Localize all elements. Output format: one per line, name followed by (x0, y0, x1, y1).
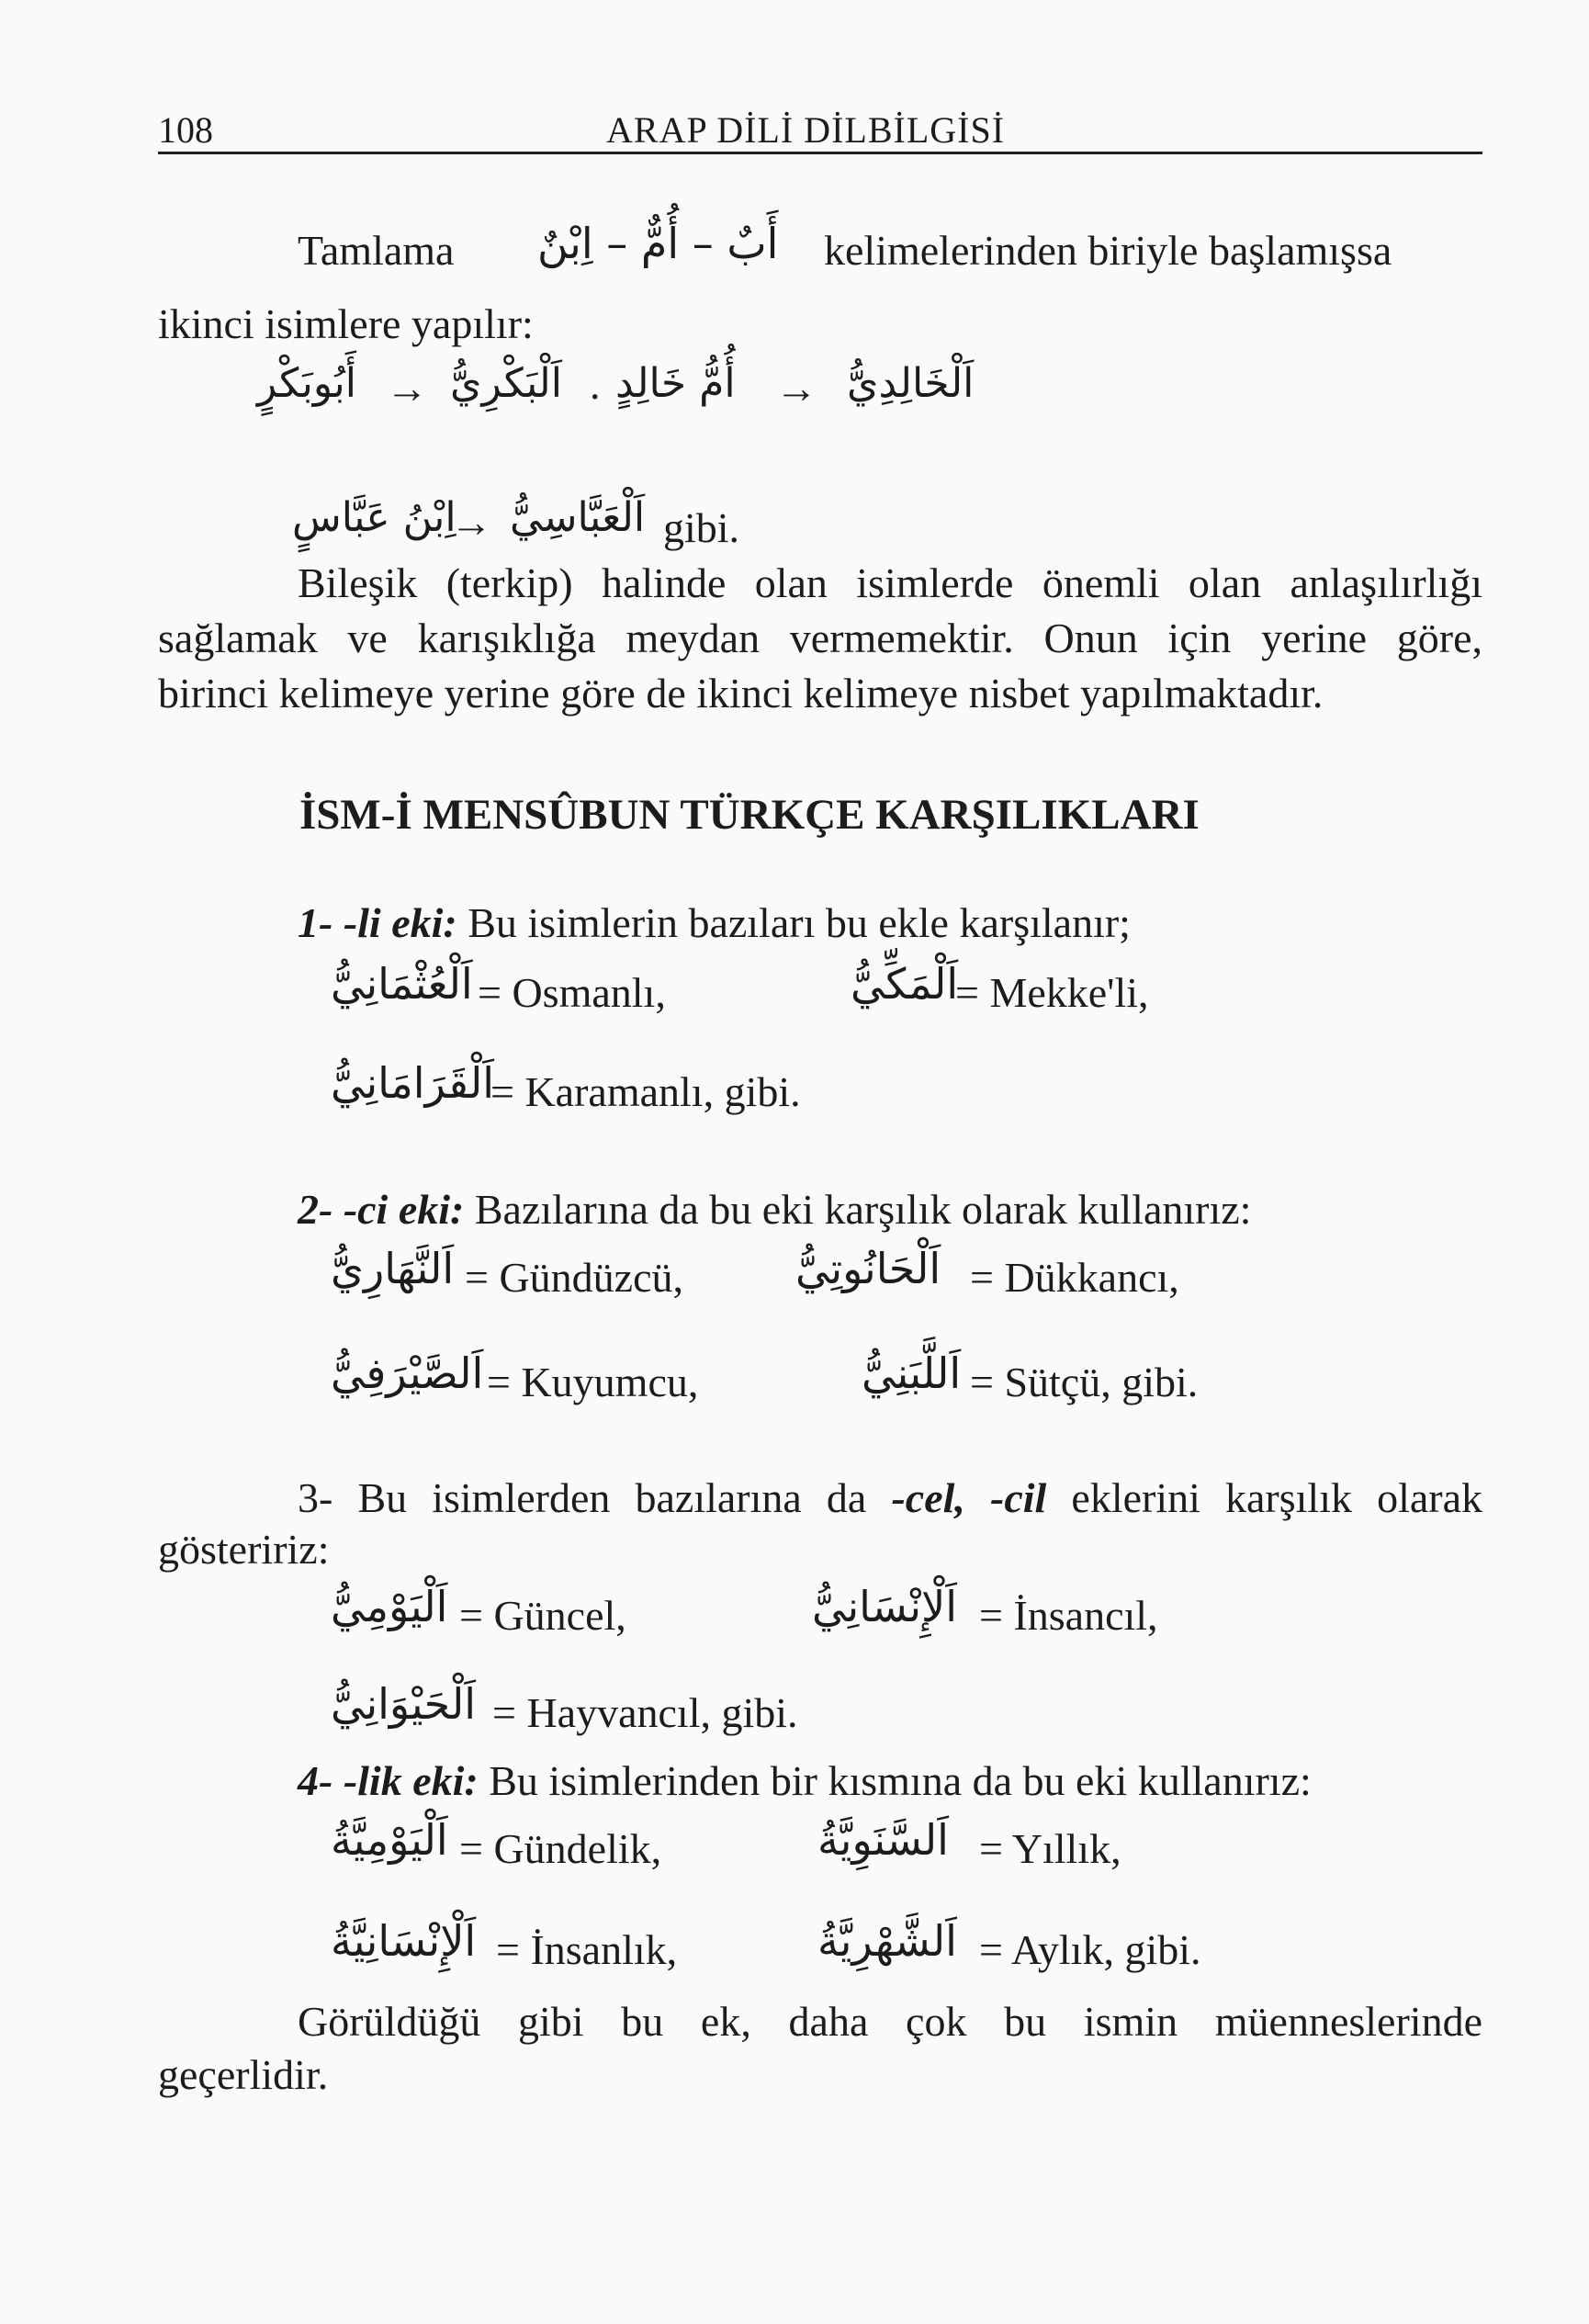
arrow-icon: → (450, 499, 492, 546)
intro-line2: ikinci isimlere yapılır: (158, 300, 534, 347)
section1-text: Bu isimlerin bazıları bu ekle karşılanır; (468, 899, 1131, 946)
section1-item-tr: = Mekke'li, (955, 969, 1149, 1016)
section2-item-ar: اَلنَّهَارِيُّ (331, 1244, 455, 1293)
section4-heading (298, 1756, 1312, 1805)
section2-item-tr: = Dükkancı, (970, 1254, 1179, 1301)
section4-text: Bu isimlerinden bir kısmına da bu eki kullanırız: (489, 1757, 1312, 1804)
intro-tail: kelimelerinden biriyle başlamışsa (824, 227, 1392, 274)
section3-item-ar: اَلْحَيْوَانِيُّ (331, 1679, 477, 1729)
section1-item-tr: = Osmanlı, (478, 969, 666, 1016)
paragraph-line: sağlamak ve karışıklığa meydan vermemektir. Onun için yerine göre, (158, 615, 1482, 661)
paragraph-line: Bileşik (terkip) halinde olan isimlerde önemli olan anlaşılırlığı (298, 559, 1482, 606)
section2-item-ar: اَلْحَانُوتِيُّ (795, 1244, 941, 1293)
intro-arabic-words: أَبٌ – أُمٌّ – اِبْنٌ (537, 219, 779, 268)
example-gibi: gibi. (663, 504, 740, 551)
example-ibn-abbas: اِبْنُ عَبَّاسٍ (292, 494, 456, 541)
section4-item-tr: = İnsanlık, (496, 1926, 678, 1973)
running-title: ARAP DİLİ DİLBİLGİSİ (606, 109, 1006, 151)
section3-line1 (298, 1473, 1482, 1522)
arrow-icon: → (775, 365, 817, 412)
section4-item-ar: اَلسَّنَوِيَّةُ (817, 1815, 949, 1865)
section1-item-tr: = Karamanlı, gibi. (490, 1068, 801, 1115)
example-bakri: اَلْبَكْرِيُّ (450, 360, 562, 407)
section4-item-ar: اَلشَّهْرِيَّةُ (817, 1916, 957, 1966)
example-umm-khalid: أُمُّ خَالِدٍ (615, 360, 736, 407)
example-khalidi: اَلْخَالِدِيُّ (847, 360, 975, 407)
section3-item-ar: اَلْيَوْمِيُّ (331, 1582, 448, 1631)
section2-label: 2- -ci eki: (298, 1186, 465, 1233)
header-rule (158, 152, 1482, 154)
section2-item-tr: = Gündüzcü, (465, 1254, 683, 1301)
section1-item-ar: اَلْقَرَامَانِيُّ (331, 1058, 495, 1108)
arrow-icon: → (386, 365, 428, 412)
section3-suffix-cel: -cel, (891, 1474, 965, 1521)
section4-item-tr: = Aylık, gibi. (979, 1926, 1201, 1973)
intro-lead: Tamlama (298, 227, 455, 274)
section3-item-tr: = İnsancıl, (979, 1592, 1158, 1639)
section3-item-tr: = Güncel, (459, 1592, 626, 1639)
page-number: 108 (158, 109, 213, 151)
section2-text: Bazılarına da bu eki karşılık olarak kullanırız: (474, 1186, 1252, 1233)
section1-item-ar: اَلْمَكِّيُّ (851, 959, 959, 1009)
closing-line1: Görüldüğü gibi bu ek, daha çok bu ismin müenneslerinde (298, 1998, 1482, 2045)
separator: . (590, 361, 601, 408)
example-abbasi: اَلْعَبَّاسِيُّ (510, 494, 646, 541)
section3-suffix-cil: -cil (990, 1474, 1047, 1521)
section3-text-before: Bu isimlerden bazılarına da (357, 1474, 867, 1521)
section2-item-tr: = Kuyumcu, (487, 1359, 699, 1405)
section4-item-ar: اَلْإِنْسَانِيَّةُ (331, 1916, 477, 1966)
section4-item-ar: اَلْيَوْمِيَّةُ (331, 1815, 448, 1865)
paragraph-line: birinci kelimeye yerine göre de ikinci kelimeye nisbet yapılmaktadır. (158, 670, 1324, 716)
section-title: İSM-İ MENSÛBUN TÜRKÇE KARŞILIKLARI (299, 791, 1200, 839)
section3-item-ar: اَلْإِنْسَانِيُّ (812, 1582, 958, 1631)
section1-heading (298, 898, 1131, 947)
section2-heading (298, 1185, 1251, 1234)
example-abu-bakr: أَبُوبَكْرٍ (257, 360, 357, 407)
section3-item-tr: = Hayvancıl, gibi. (492, 1689, 798, 1736)
closing-line2: geçerlidir. (158, 2051, 329, 2098)
section4-label: 4- -lik eki: (298, 1757, 479, 1804)
section3-line2: gösteririz: (158, 1526, 330, 1573)
section4-item-tr: = Yıllık, (979, 1825, 1121, 1872)
section1-label: 1- -li eki: (298, 899, 457, 946)
section2-item-ar: اَلصَّيْرَفِيُّ (331, 1348, 484, 1398)
section2-item-ar: اَللَّبَنِيُّ (862, 1348, 962, 1398)
section2-item-tr: = Sütçü, gibi. (970, 1359, 1199, 1405)
section1-item-ar: اَلْعُثْمَانِيُّ (331, 959, 473, 1009)
section3-text-after: eklerini karşılık olarak (1071, 1474, 1483, 1521)
section4-item-tr: = Gündelik, (459, 1825, 662, 1872)
section3-lead: 3- (298, 1474, 333, 1521)
